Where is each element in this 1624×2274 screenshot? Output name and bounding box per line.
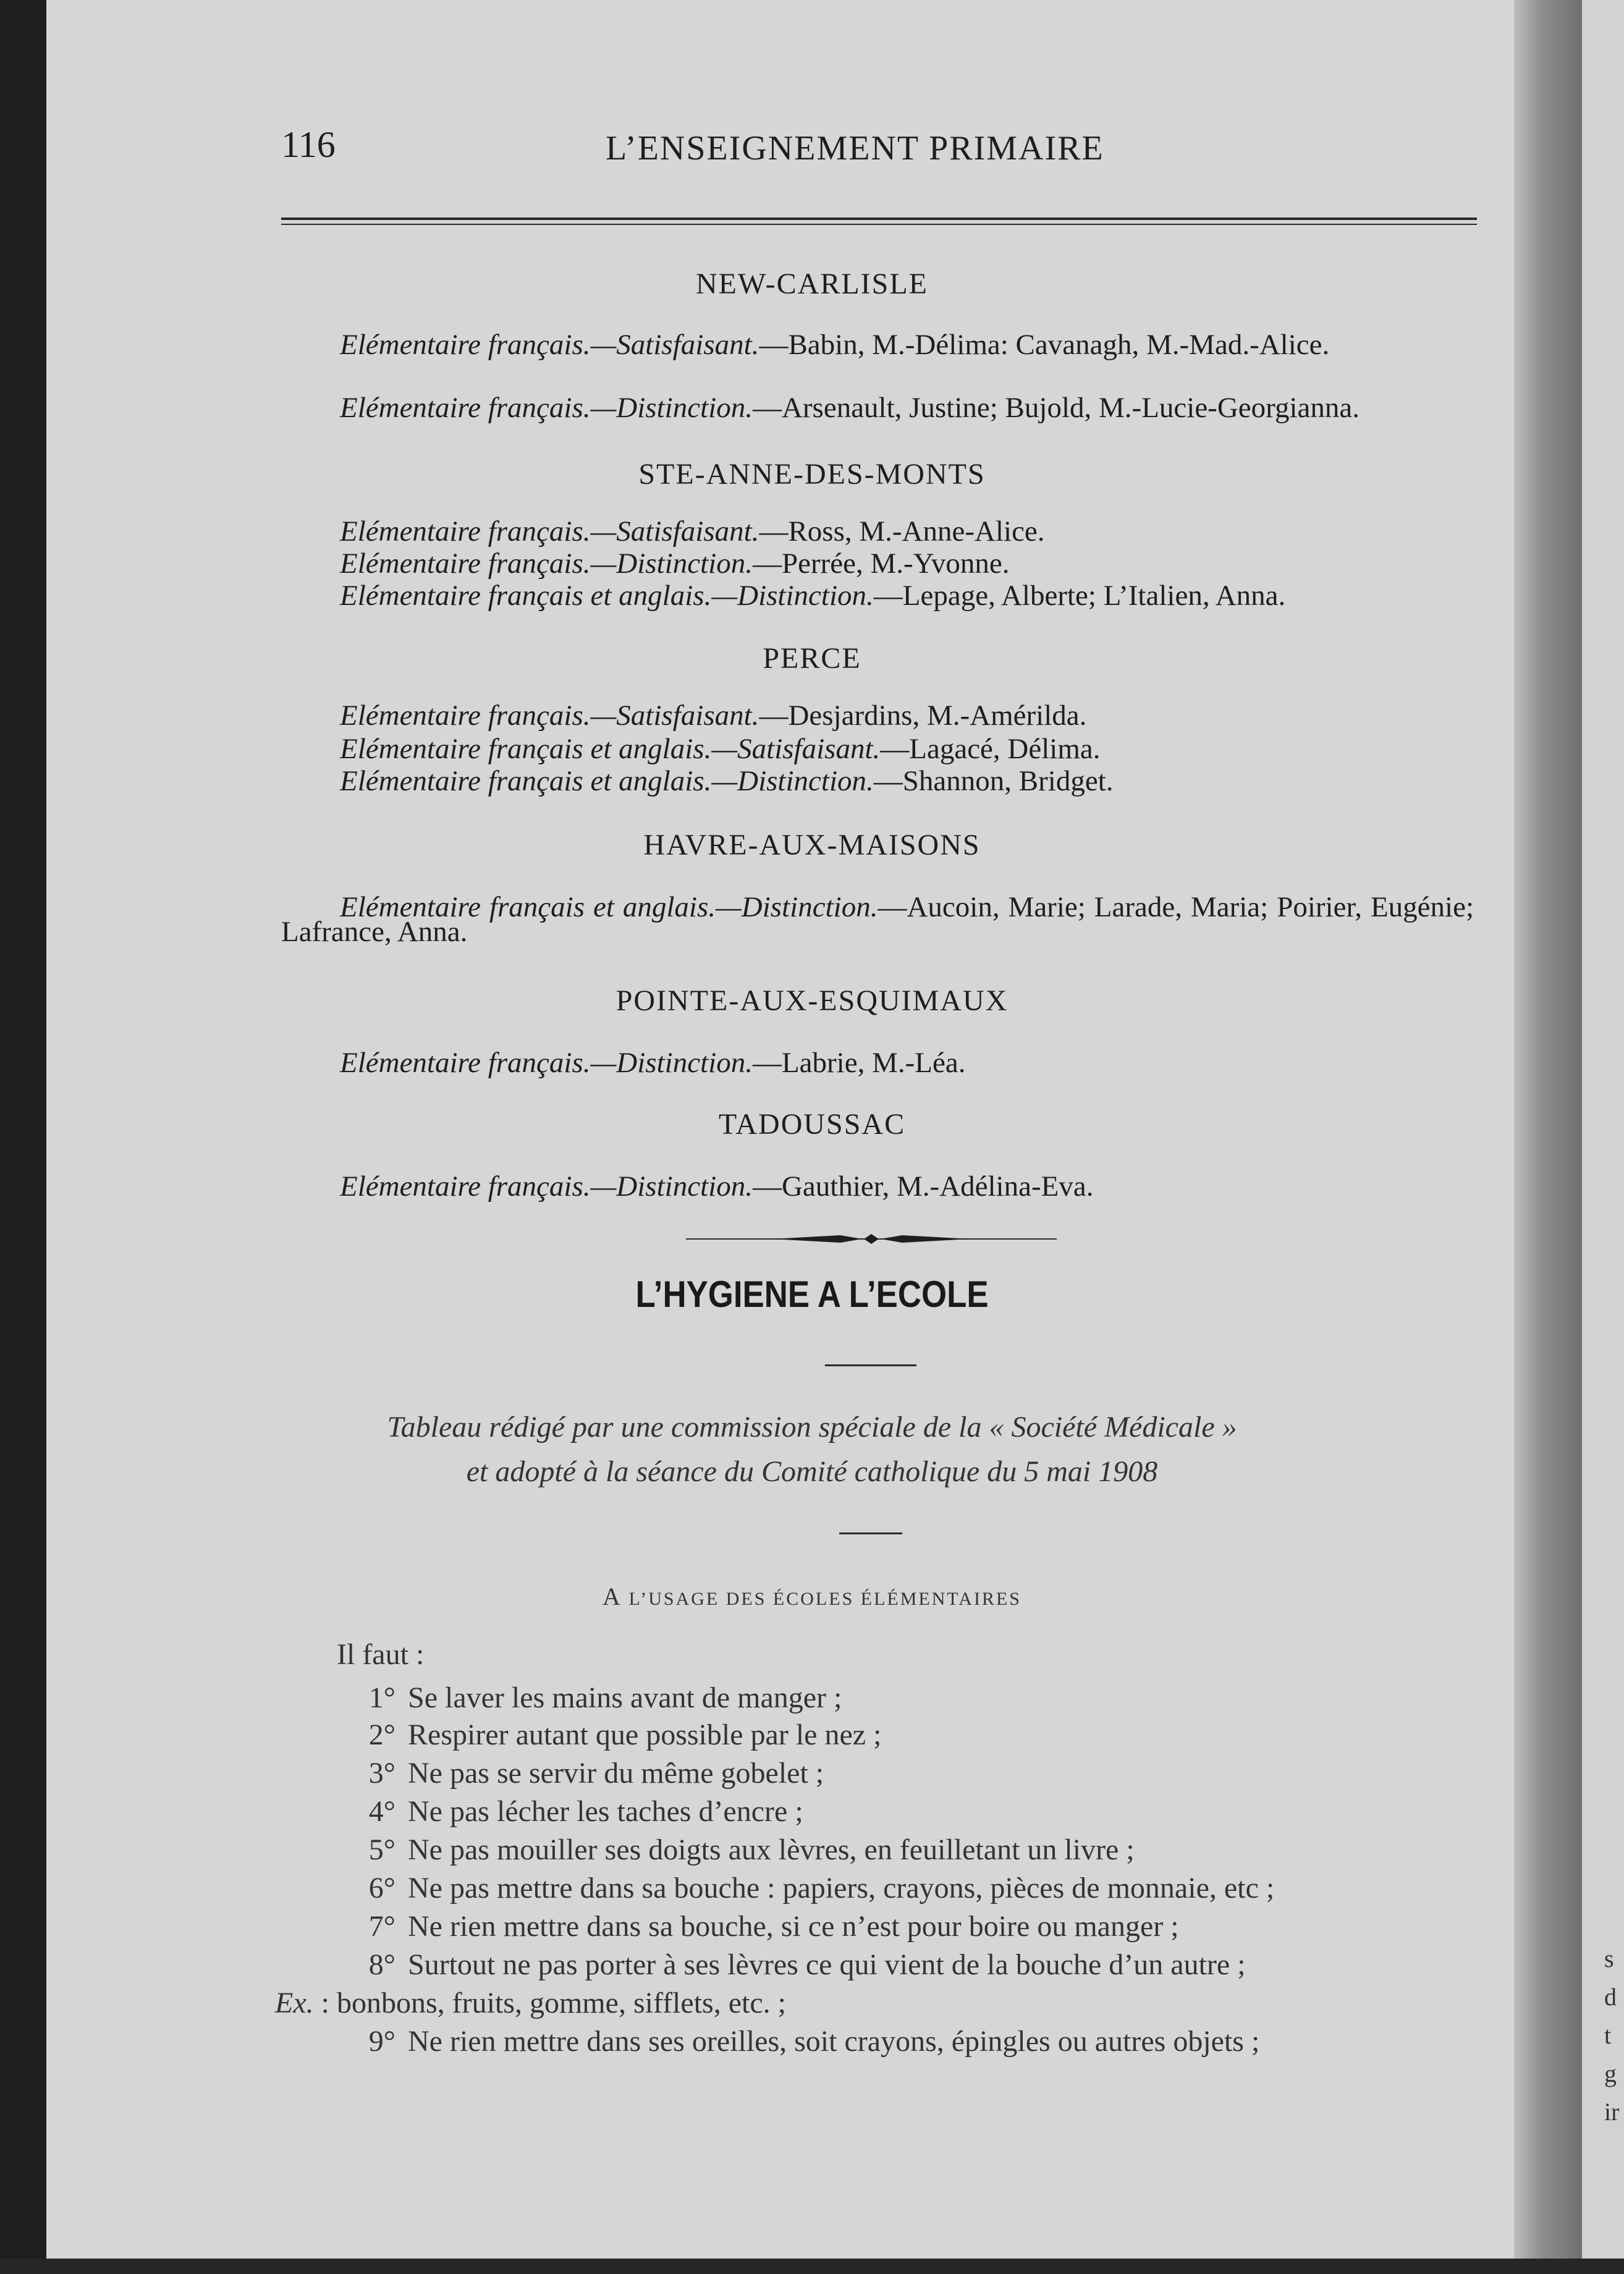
result-entry xyxy=(281,580,1474,612)
example-text: : bonbons, fruits, gomme, sifflets, etc. ; xyxy=(321,1987,786,2019)
entry-label: Elémentaire français. xyxy=(340,700,591,732)
list-item xyxy=(349,1948,1480,1982)
article-title: L’HYGIENE A L’ECOLE xyxy=(635,1274,989,1315)
scan-bottom-margin xyxy=(0,2259,1624,2274)
usage-heading xyxy=(0,1582,1624,1611)
result-entry xyxy=(281,700,1474,732)
item-number: 6° xyxy=(368,1872,395,1904)
entry-label: Elémentaire français. xyxy=(340,329,591,361)
entry-names: —Perrée, M.-Yvonne. xyxy=(752,547,1010,580)
usage-initial: A xyxy=(602,1583,621,1610)
entry-grade: —Distinction. xyxy=(590,1047,753,1079)
entry-grade: —Distinction. xyxy=(590,547,753,580)
entry-names: —Labrie, M.-Léa. xyxy=(752,1047,966,1079)
item-number: 9° xyxy=(368,2025,395,2058)
list-item xyxy=(349,1718,1480,1752)
section-heading: POINTE-AUX-ESQUIMAUX xyxy=(615,984,1009,1017)
subtitle-rule xyxy=(839,1532,902,1534)
list-item xyxy=(349,1681,1480,1715)
entry-names: —Gauthier, M.-Adélina-Eva. xyxy=(752,1170,1094,1203)
result-entry xyxy=(281,392,1474,424)
next-page-letter: t xyxy=(1604,2021,1612,2049)
list-item xyxy=(349,2024,1480,2058)
entry-grade: —Distinction. xyxy=(716,891,878,923)
entry-names: —Lepage, Alberte; L’Italien, Anna. xyxy=(873,580,1286,612)
header-rule xyxy=(281,218,1477,220)
entry-label: Elémentaire français et anglais. xyxy=(340,765,712,797)
result-entry xyxy=(281,515,1474,547)
running-title: L’ENSEIGNEMENT PRIMAIRE xyxy=(606,129,1104,167)
title-rule xyxy=(825,1364,916,1366)
item-number: 3° xyxy=(368,1757,395,1790)
entry-grade: —Satisfaisant. xyxy=(590,515,759,547)
entry-label: Elémentaire français. xyxy=(340,392,591,424)
section-heading: TADOUSSAC xyxy=(718,1108,906,1141)
result-entry xyxy=(281,1047,1474,1079)
entry-label: Elémentaire français et anglais. xyxy=(340,891,716,923)
next-page-letter: s xyxy=(1604,1945,1614,1972)
entry-names: —Shannon, Bridget. xyxy=(873,765,1114,797)
result-entry xyxy=(281,891,1474,948)
entry-names: —Desjardins, M.-Amérilda. xyxy=(759,700,1087,732)
result-entry xyxy=(281,547,1474,580)
entry-label: Elémentaire français et anglais. xyxy=(340,733,712,765)
example-abbrev: Ex. xyxy=(275,1987,314,2019)
result-entry xyxy=(281,733,1474,765)
result-entry xyxy=(281,1170,1474,1203)
item-text: Se laver les mains avant de manger ; xyxy=(408,1681,842,1714)
entry-names: —Babin, M.-Délima: Cavanagh, M.-Mad.-Alice. xyxy=(759,329,1330,361)
list-item xyxy=(349,1871,1480,1905)
next-page-letter: d xyxy=(1604,1983,1617,2011)
entry-label: Elémentaire français. xyxy=(340,1047,591,1079)
list-item xyxy=(349,1756,1480,1790)
entry-grade: —Satisfaisant. xyxy=(590,700,759,732)
item-text: Ne pas se servir du même gobelet ; xyxy=(408,1757,824,1790)
entry-names: —Aucoin, Marie; Larade, Maria; Poirier, Eugénie; Lafrance, Anna. xyxy=(281,891,1474,948)
item-text: Ne rien mettre dans sa bouche, si ce n’est pour boire ou manger ; xyxy=(408,1910,1179,1943)
item-text: Ne pas mouiller ses doigts aux lèvres, en feuilletant un livre ; xyxy=(408,1833,1135,1866)
list-intro: Il faut : xyxy=(337,1638,425,1671)
item-text: Surtout ne pas porter à ses lèvres ce qui vient de la bouche d’un autre ; xyxy=(408,1948,1246,1981)
result-entry xyxy=(281,765,1474,797)
item-number: 8° xyxy=(368,1948,395,1981)
entry-names: —Ross, M.-Anne-Alice. xyxy=(759,515,1045,547)
page-number: 116 xyxy=(281,124,336,165)
item-number: 5° xyxy=(368,1833,395,1866)
item-text: Ne pas mettre dans sa bouche : papiers, crayons, pièces de monnaie, etc ; xyxy=(408,1872,1275,1904)
article-subtitle: Tableau rédigé par une commission spéciale de la « Société Médicale » xyxy=(387,1411,1237,1443)
entry-grade: —Distinction. xyxy=(590,392,753,424)
entry-grade: —Distinction. xyxy=(711,765,874,797)
header-rule-thin xyxy=(281,224,1477,225)
item-text: Ne pas lécher les taches d’encre ; xyxy=(408,1795,803,1828)
usage-text: L’USAGE DES ÉCOLES ÉLÉMENTAIRES xyxy=(628,1589,1021,1609)
entry-label: Elémentaire français. xyxy=(340,547,591,580)
section-heading: PERCE xyxy=(763,642,861,675)
entry-label: Elémentaire français et anglais. xyxy=(340,580,712,612)
item-number: 1° xyxy=(368,1681,395,1714)
item-text: Respirer autant que possible par le nez ; xyxy=(408,1718,882,1751)
next-page-letter: g xyxy=(1604,2060,1617,2087)
entry-label: Elémentaire français. xyxy=(340,515,591,547)
item-number: 2° xyxy=(368,1718,395,1751)
entry-grade: —Satisfaisant. xyxy=(590,329,759,361)
entry-grade: —Satisfaisant. xyxy=(711,733,881,765)
list-item-continuation xyxy=(275,1986,786,2020)
item-text: Ne rien mettre dans ses oreilles, soit crayons, épingles ou autres objets ; xyxy=(408,2025,1260,2058)
item-number: 4° xyxy=(368,1795,395,1828)
entry-grade: —Distinction. xyxy=(711,580,874,612)
list-item xyxy=(349,1909,1480,1943)
list-item xyxy=(349,1794,1480,1828)
article-subtitle: et adopté à la séance du Comité catholique du 5 mai 1908 xyxy=(466,1455,1158,1488)
result-entry xyxy=(281,329,1474,361)
entry-label: Elémentaire français. xyxy=(340,1170,591,1203)
list-item xyxy=(349,1833,1480,1867)
ornament-divider xyxy=(686,1230,1057,1248)
item-number: 7° xyxy=(368,1910,395,1943)
entry-grade: —Distinction. xyxy=(590,1170,753,1203)
entry-names: —Lagacé, Délima. xyxy=(880,733,1101,765)
entry-names: —Arsenault, Justine; Bujold, M.-Lucie-Georgianna. xyxy=(752,392,1360,424)
section-heading: HAVRE-AUX-MAISONS xyxy=(643,829,981,861)
next-page-letter: ir xyxy=(1604,2098,1620,2126)
section-heading: NEW-CARLISLE xyxy=(696,268,928,300)
section-heading: STE-ANNE-DES-MONTS xyxy=(638,458,986,491)
